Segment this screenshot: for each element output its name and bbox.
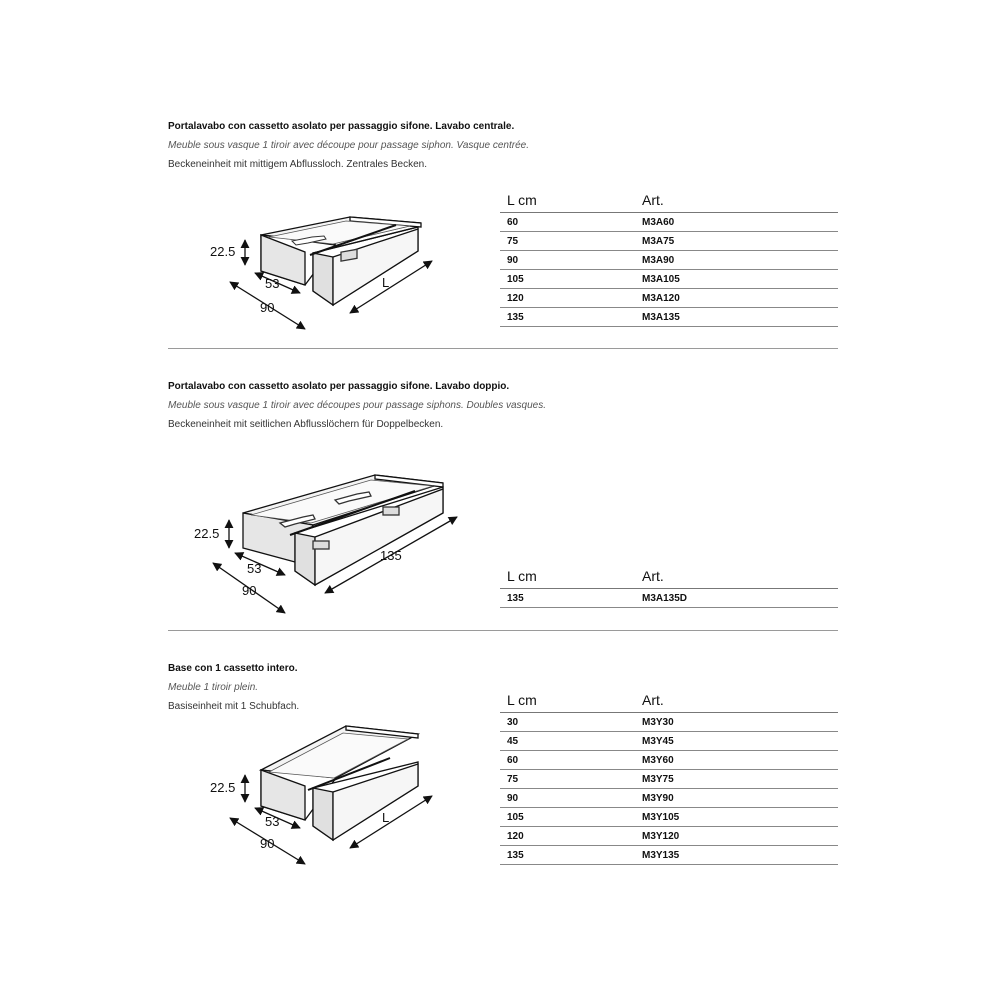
- section-2-length-label: 135: [380, 548, 402, 563]
- col-length-header: L cm: [507, 192, 537, 208]
- section-divider: [168, 630, 838, 631]
- table-row: [500, 846, 838, 865]
- table-row: [500, 808, 838, 827]
- section-3-table: [500, 690, 838, 865]
- cell-article: M3A75: [642, 236, 675, 247]
- cell-article: M3Y45: [642, 736, 674, 747]
- cell-article: M3A90: [642, 255, 675, 266]
- cell-length: 75: [507, 236, 519, 247]
- table-row: [500, 232, 838, 251]
- col-article-header: Art.: [642, 692, 664, 708]
- section-3-title-fr: Meuble 1 tiroir plein.: [168, 682, 259, 693]
- cell-length: 135: [507, 850, 524, 861]
- section-2-title-it: Portalavabo con cassetto asolato per passaggio sifone. Lavabo doppio.: [168, 381, 510, 392]
- cell-article: M3A105: [642, 274, 680, 285]
- section-2-outer-depth-label: 90: [242, 583, 257, 598]
- cell-length: 135: [507, 593, 524, 604]
- section-3-title-it: Base con 1 cassetto intero.: [168, 663, 298, 674]
- col-article-header: Art.: [642, 192, 664, 208]
- section-3-diagram: [200, 718, 460, 868]
- section-2-title-de: Beckeneinheit mit seitlichen Abflusslöchern für Doppelbecken.: [168, 419, 444, 430]
- cell-article: M3Y120: [642, 831, 680, 842]
- section-1-title-fr: Meuble sous vasque 1 tiroir avec découpe pour passage siphon. Vasque centrée.: [168, 140, 529, 151]
- table-row: [500, 770, 838, 789]
- section-1-description: [168, 117, 529, 174]
- cell-article: M3Y75: [642, 774, 674, 785]
- cell-article: M3A60: [642, 217, 675, 228]
- cell-length: 30: [507, 717, 519, 728]
- table-row: [500, 251, 838, 270]
- cell-length: 75: [507, 774, 519, 785]
- section-3-inner-depth-label: 53: [265, 814, 280, 829]
- section-1-inner-depth-label: 53: [265, 276, 280, 291]
- section-1-title-de: Beckeneinheit mit mittigem Abflussloch. Zentrales Becken.: [168, 159, 428, 170]
- col-length-header: L cm: [507, 568, 537, 584]
- table-row: [500, 213, 838, 232]
- section-2-inner-depth-label: 53: [247, 561, 262, 576]
- col-length-header: L cm: [507, 692, 537, 708]
- table-row: [500, 827, 838, 846]
- section-3-length-label: L: [382, 810, 390, 825]
- cell-article: M3Y90: [642, 793, 674, 804]
- cell-length: 120: [507, 831, 524, 842]
- section-2-height-label: 22.5: [194, 526, 220, 541]
- table-row: [500, 589, 838, 608]
- table-row: [500, 789, 838, 808]
- table-row: [500, 308, 838, 327]
- cell-length: 105: [507, 274, 524, 285]
- table-header: [500, 690, 838, 713]
- section-2-description: [168, 377, 546, 434]
- cell-length: 90: [507, 255, 519, 266]
- table-header: [500, 566, 838, 589]
- cell-article: M3Y30: [642, 717, 674, 728]
- cell-length: 105: [507, 812, 524, 823]
- cell-article: M3Y105: [642, 812, 680, 823]
- table-row: [500, 751, 838, 770]
- section-2-table: [500, 566, 838, 608]
- section-3-title-de: Basiseinheit mit 1 Schubfach.: [168, 701, 300, 712]
- cell-length: 60: [507, 217, 519, 228]
- cell-length: 90: [507, 793, 519, 804]
- section-3-outer-depth-label: 90: [260, 836, 275, 851]
- section-1-table: [500, 190, 838, 327]
- section-1-outer-depth-label: 90: [260, 300, 275, 315]
- section-1-title-it: Portalavabo con cassetto asolato per passaggio sifone. Lavabo centrale.: [168, 121, 515, 132]
- section-3-height-label: 22.5: [210, 780, 236, 795]
- col-article-header: Art.: [642, 568, 664, 584]
- section-1-rows: [500, 213, 838, 327]
- section-2-diagram: [185, 445, 475, 620]
- cell-length: 120: [507, 293, 524, 304]
- table-row: [500, 732, 838, 751]
- cell-length: 45: [507, 736, 519, 747]
- cell-length: 60: [507, 755, 519, 766]
- section-divider: [168, 348, 838, 349]
- section-1-length-label: L: [382, 275, 390, 290]
- cell-article: M3Y60: [642, 755, 674, 766]
- section-1-height-label: 22.5: [210, 244, 236, 259]
- section-1-diagram: [200, 195, 460, 345]
- cell-article: M3A135D: [642, 593, 688, 604]
- cell-article: M3A120: [642, 293, 680, 304]
- cell-article: M3A135: [642, 312, 680, 323]
- table-header: [500, 190, 838, 213]
- cell-length: 135: [507, 312, 524, 323]
- section-2-title-fr: Meuble sous vasque 1 tiroir avec découpes pour passage siphons. Doubles vasques.: [168, 400, 547, 411]
- section-3-description: [168, 659, 299, 716]
- cell-article: M3Y135: [642, 850, 680, 861]
- table-row: [500, 289, 838, 308]
- table-row: [500, 270, 838, 289]
- table-row: [500, 713, 838, 732]
